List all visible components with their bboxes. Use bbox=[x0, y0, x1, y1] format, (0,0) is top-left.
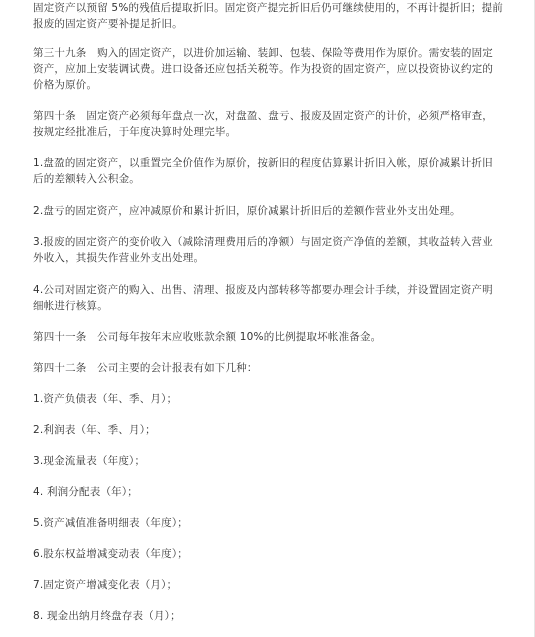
list-item-balance-sheet: 1.资产负债表（年、季、月）； bbox=[33, 393, 178, 405]
list-item-impairment-provision: 5.资产减值准备明细表（年度）； bbox=[33, 517, 188, 529]
paragraph-item-scrap: 3.报废的固定资产的变价收入（减除清理费用后的净额）与固定资产净值的差额，其收益转入营业外收入，其损失作营业外支出处理。 bbox=[33, 236, 493, 264]
paragraph-item-surplus: 1.盘盈的固定资产，以重置完全价值作为原价，按新旧的程度估算累计折旧入帐，原价减累计折旧后的差额转入公积金。 bbox=[33, 157, 493, 185]
paragraph-article-42: 第四十二条 公司主要的会计报表有如下几种： bbox=[33, 362, 258, 374]
list-item-cash-inventory: 8. 现金出纳月终盘存表（月）； bbox=[33, 610, 181, 622]
list-item-cash-flow: 3.现金流量表（年度）； bbox=[33, 455, 146, 467]
paragraph-article-41: 第四十一条 公司每年按年末应收账款余额 10%的比例提取坏帐准备金。 bbox=[33, 331, 382, 343]
list-item-income-statement: 2.利润表（年、季、月）； bbox=[33, 424, 156, 436]
list-item-fixed-asset-changes: 7.固定资产增减变化表（月）； bbox=[33, 579, 178, 591]
paragraph-article-39: 第三十九条 购入的固定资产，以进价加运输、装卸、包装、保险等费用作为原价。需安装的固定资产，应加上安装调试费。进口设备还应包括关税等。作为投资的固定资产，应以投资协议约定的价格为原价。 bbox=[33, 47, 494, 91]
paragraph-item-accounting-procedures: 4.公司对固定资产的购入、出售、清理、报废及内部转移等都要办理会计手续，并设置固定资产明细帐进行核算。 bbox=[33, 284, 493, 312]
list-item-profit-distribution: 4. 利润分配表（年）； bbox=[33, 486, 139, 498]
paragraph-article-40: 第四十条 固定资产必须每年盘点一次，对盘盈、盘亏、报废及固定资产的计价，必须严格审查，按规定经批准后，于年度决算时处理完毕。 bbox=[33, 110, 494, 138]
list-item-equity-changes: 6.股东权益增减变动表（年度）； bbox=[33, 548, 188, 560]
paragraph-depreciation-residual: 固定资产以预留 5%的残值后提取折旧。固定资产提完折旧后仍可继续使用的，不再计提折旧；提前报废的固定资产要补提足折旧。 bbox=[33, 2, 503, 30]
paragraph-item-shortage: 2.盘亏的固定资产，应冲减原价和累计折旧，原价减累计折旧后的差额作营业外支出处理。 bbox=[33, 205, 461, 217]
